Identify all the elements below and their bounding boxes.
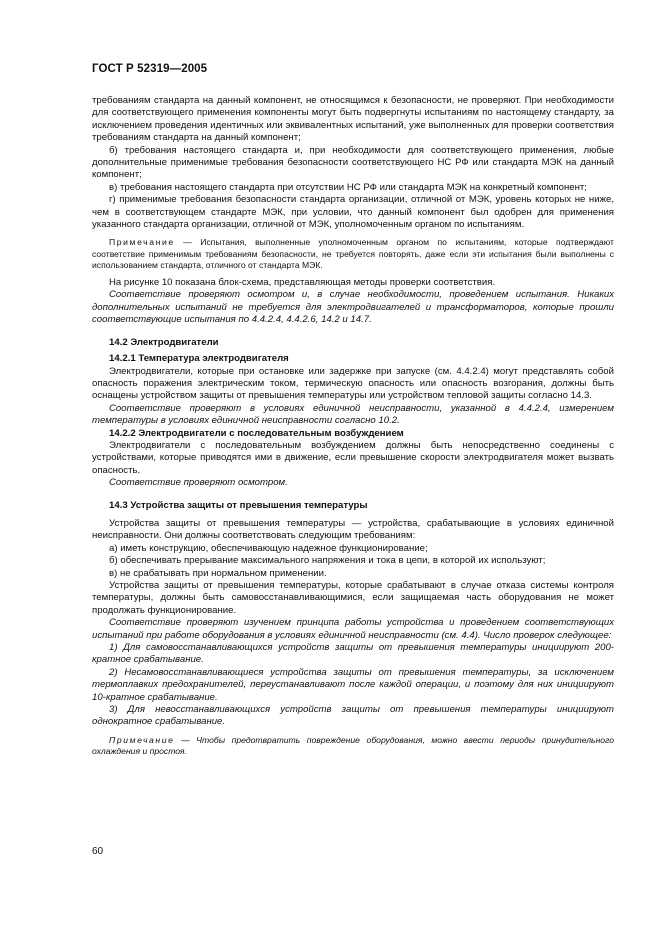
paragraph: Устройства защиты от превышения температуры, которые срабатывают в случае отказа системы контроля температуры, должны быть самовосстанавливающимися, если защищаемая часть оборудования не может продолжать функционирование. [92, 580, 614, 616]
note-label: Примечание [109, 237, 175, 248]
paragraph: На рисунке 10 показана блок-схема, представляющая методы проверки соответствия. [109, 277, 496, 289]
list-item: 1) Для самовосстанавливающихся устройств защиты от превышения температуры инициируют 200-кратное срабатывание. [92, 642, 614, 666]
paragraph-compliance: Соответствие проверяют осмотром и, в случае необходимости, проведением испытания. Никаких дополнительных испытаний не требуется для электродвигателей и трансформаторов, которые прошли соответствующие испытания по 4.4.2.4, 4.4.2.6, 14.2 и 14.7. [92, 289, 614, 326]
list-item: б) обеспечивать прерывание максимального напряжения и тока в цепи, в которой их используют; [109, 555, 546, 567]
paragraph: требованиям стандарта на данный компонент, не относящимся к безопасности, не проверяют. При необходимости для соответствующего применения компоненты могут быть подвергнуты испытаниям по настоящему стандарту, за исключением проведения идентичных или эквивалентных испытаний, уже выполненных для проверки соответствия требованиям стандарта на данный компонент; [92, 95, 614, 144]
subsection-heading-14-2-1: 14.2.1 Температура электродвигателя [109, 353, 289, 365]
paragraph-compliance: Соответствие проверяют изучением принципа работы устройства и проведением соответствующих испытаний при работе оборудования в условиях единичной неисправности (см. 4.4). Число проверок следующее: [92, 617, 614, 641]
list-item: б) требования настоящего стандарта и, при необходимости для соответствующего применения, любые дополнительные применимые требования безопасности соответствующего НС РФ или стандарта МЭК на данный компонент; [92, 144, 614, 181]
list-item: в) не срабатывать при нормальном применении. [109, 567, 327, 579]
paragraph: Устройства защиты от превышения температуры — устройства, срабатывающие в условиях единичной неисправности. Они должны соответствовать следующим требованиям: [92, 517, 614, 542]
document-body [92, 95, 614, 757]
note-1 [92, 237, 614, 271]
paragraph: Электродвигатели с последовательным возбуждением должны быть непосредственно соединены с устройствами, которые приводятся ими в движение, если превышение скорости электродвигателя может вызвать опасность. [92, 439, 614, 476]
list-item: а) иметь конструкцию, обеспечивающую надежное функционирование; [109, 542, 428, 554]
section-heading-14-3: 14.3 Устройства защиты от превышения температуры [109, 499, 368, 511]
note-label: Примечание [109, 734, 175, 745]
note-2 [92, 735, 614, 757]
page-number: 60 [92, 846, 104, 857]
paragraph-compliance: Соответствие проверяют осмотром. [109, 477, 288, 489]
subsection-heading-14-2-2: 14.2.2 Электродвигатели с последовательным возбуждением [109, 427, 404, 439]
note-text: — Чтобы предотвратить повреждение оборудования, можно ввести периоды принудительного охлаждения и простоя. [92, 734, 614, 757]
list-item: г) применимые требования безопасности стандарта организации, отличной от МЭК, уровень которых не ниже, чем в соответствующем стандарте МЭК, при условии, что данный компонент был одобрен для применения указанного стандарта организации, отличной от МЭК, уполномоченным органом по испытаниям. [92, 194, 614, 231]
document-header: ГОСТ Р 52319—2005 [92, 63, 208, 75]
paragraph-compliance: Соответствие проверяют в условиях единичной неисправности, указанной в 4.4.2.4, измерением температуры в условиях единичной неисправности согласно 10.2. [92, 402, 614, 427]
list-item: 2) Несамовосстанавливающиеся устройства защиты от превышения температуры, за исключением термоплавких предохранителей, переустанавливают после каждой операции, и поэтому для них инициируют 10-кратное срабатывание. [92, 666, 614, 703]
list-item: 3) Для невосстанавливающихся устройств защиты от превышения температуры инициируют однократное срабатывание. [92, 704, 614, 728]
paragraph: Электродвигатели, которые при остановке или задержке при запуске (см. 4.4.2.4) могут представлять собой опасность поражения электрическим током, термическую опасность или опасность возгорания, должны быть оснащены устройством защиты от превышения температуры или устройством тепловой защиты согласно 14.3. [92, 365, 614, 402]
list-item: в) требования настоящего стандарта при отсутствии НС РФ или стандарта МЭК на конкретный компонент; [109, 181, 587, 193]
note-text: — Испытания, выполненные уполномоченным органом по испытаниям, которые подтверждают соответствие применимым требованиям безопасности, не требуется повторять, даже если эти испытания были выполнены с использованием стандарта, отличного от стандарта МЭК. [92, 237, 614, 270]
section-heading-14-2: 14.2 Электродвигатели [109, 336, 219, 348]
